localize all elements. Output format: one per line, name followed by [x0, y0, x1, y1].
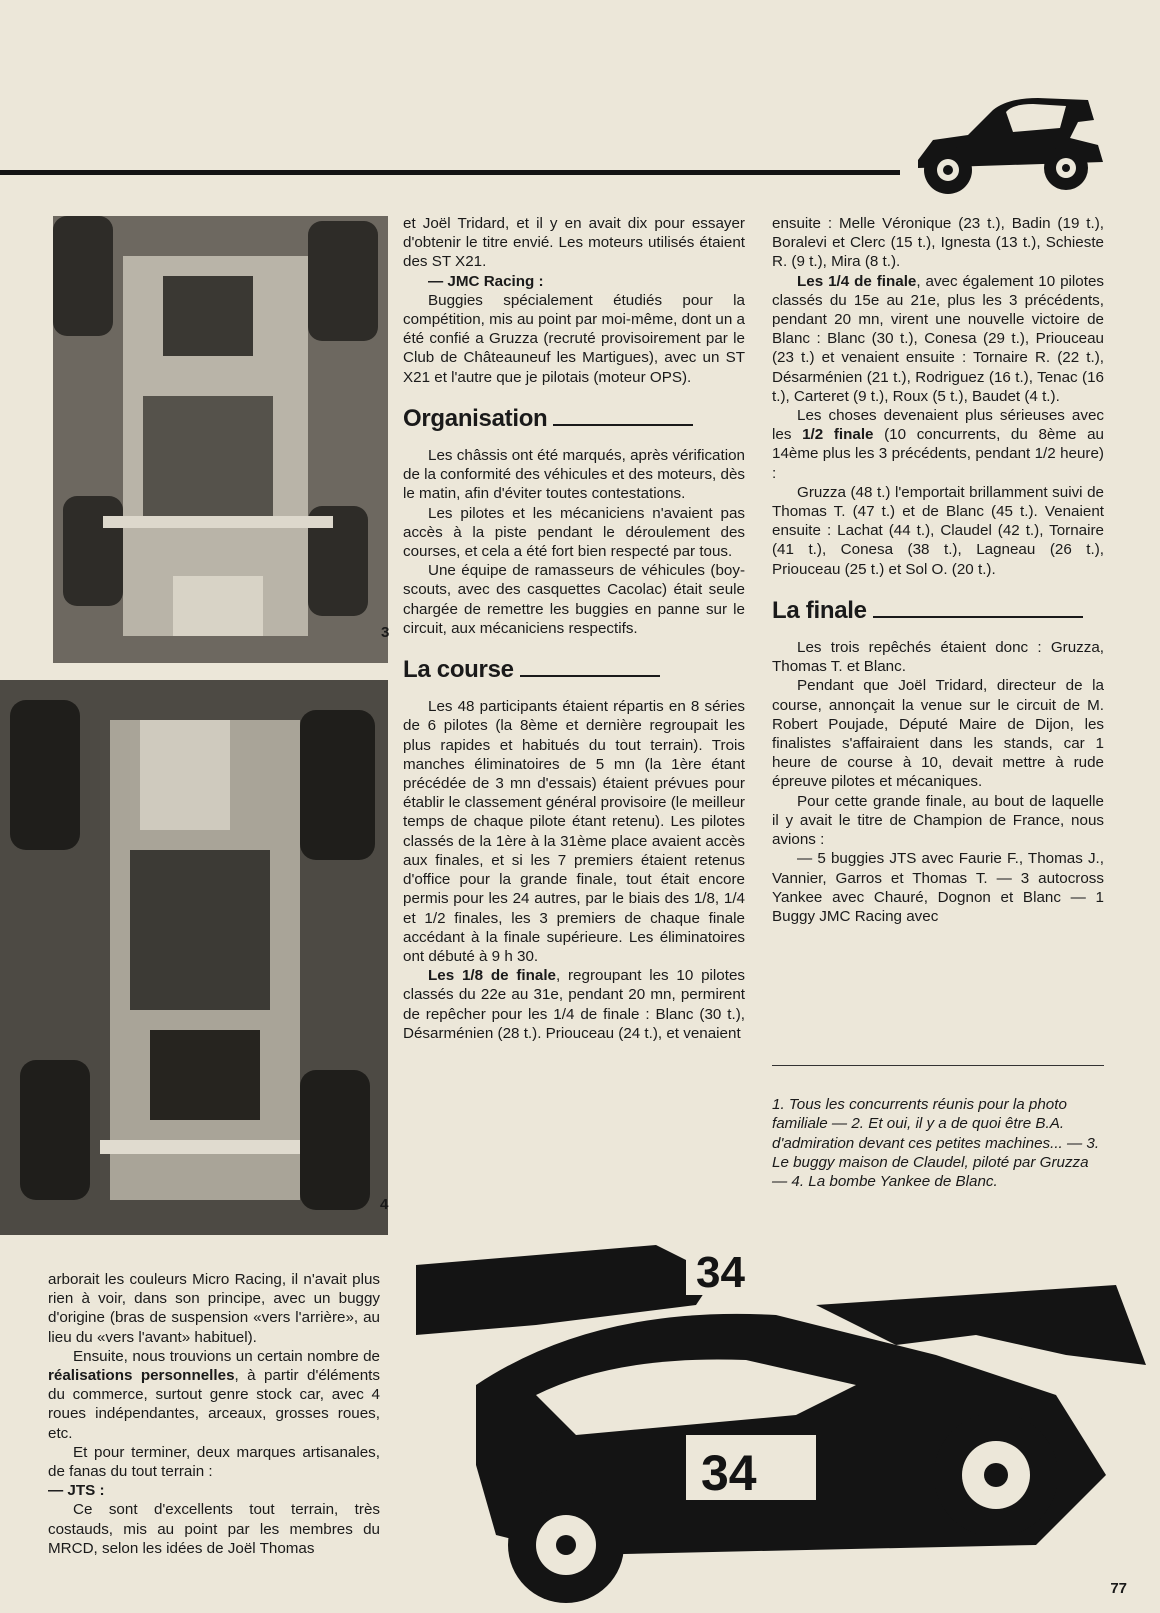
jmc-racing-label: — JMC Racing :	[428, 272, 544, 290]
paragraph: Pour cette grande finale, au bout de laquelle il y avait le titre de Champion de France, nous avions :	[772, 792, 1104, 849]
photo-buggy-claudel	[53, 216, 388, 663]
caption-divider	[772, 1065, 1104, 1066]
article-column-1	[403, 214, 745, 1043]
car-number-roof: 34	[696, 1248, 745, 1297]
photo-caption: 1. Tous les concurrents réunis pour la photo familiale — 2. Et oui, il y a de quoi être B.A. d'admiration devant ces petites machines... — 3. Le buggy maison de Claudel, piloté par Gruzza — 4. La bombe Yankee de Blanc.	[772, 1096, 1100, 1191]
article-column-2	[772, 214, 1104, 926]
dune-buggy-icon	[898, 90, 1110, 195]
paragraph: et Joël Tridard, et il y en avait dix pour essayer d'obtenir le titre envié. Les moteurs utilisés étaient des ST X21.	[403, 215, 745, 271]
paragraph: Buggies spécialement étudiés pour la compétition, mis au point par moi-même, dont un a été confié a Gruzza (recruté provisoirement par le Club de Châteauneuf les Martigues), avec un ST X21 et l'autre que je pilotais (moteur OPS).	[403, 291, 745, 386]
paragraph: Les 1/4 de finale, avec également 10 pilotes classés du 15e au 21e, plus les 3 précédents, pendant 20 mn, virent une nouvelle victoire de Blanc : Blanc (30 t.), Conesa (29 t.), Priouceau (23 t.) et venaient ensuite : Tornaire R. (22 t.), Désarménien (21 t.), Rodriguez (16 t.), Tenac (16 t.), Carteret (9 t.), Roux (5 t.), Baudet (4 t.).	[772, 272, 1104, 405]
paragraph: Gruzza (48 t.) l'emportait brillamment suivi de Thomas T. (47 t.) et de Blanc (45 t.). Venaient ensuite : Lachat (44 t.), Claudel (42 t.), Tornaire (41 t.), Conesa (38 t.), Lagneau (26 t.), Priouceau (25 t.) et Sol O. (20 t.).	[772, 483, 1104, 578]
heading-la-course: La course	[403, 660, 745, 679]
paragraph	[403, 272, 745, 291]
paragraph: Les 1/8 de finale, regroupant les 10 pilotes classés du 22e au 31e, pendant 20 mn, permirent de repêcher pour les 1/4 de finale : Blanc (30 t.), Désarménien (28 t.). Priouceau (24 t.), et venaient	[403, 967, 745, 1042]
paragraph: Les châssis ont été marqués, après vérification de la conformité des véhicules et des moteurs, dès le matin, afin d'éviter toutes contestations.	[403, 447, 745, 503]
paragraph: arborait les couleurs Micro Racing, il n'avait plus rien à voir, dans son principe, avec un buggy d'origine (bras de suspension «vers l'arrière», au lieu du «vers l'avant» habituel).	[48, 1271, 380, 1346]
page-number: 77	[1110, 1580, 1127, 1597]
paragraph: Les trois repêchés étaient donc : Gruzza, Thomas T. et Blanc.	[772, 639, 1104, 676]
figure-4-label: 4	[380, 1196, 389, 1213]
paragraph: Et pour terminer, deux marques artisanales, de fanas du tout terrain :	[48, 1443, 380, 1481]
jts-label: — JTS :	[48, 1482, 105, 1500]
paragraph	[48, 1481, 380, 1500]
photo-yankee-blanc	[0, 680, 388, 1235]
article-column-3	[48, 1270, 380, 1558]
paragraph: Pendant que Joël Tridard, directeur de la course, annonçait la venue sur le circuit de M. Robert Poujade, Député Maire de Dijon, les finalistes s'affairaient dans les stands, car 1 heure de course à 10, devait mettre à rude épreuve pilotes et mécaniques.	[772, 677, 1104, 791]
paragraph: — 5 buggies JTS avec Faurie F., Thomas J., Vannier, Garros et Thomas T. — 3 autocross Yankee avec Chauré, Dognon et Blanc — 1 Buggy JMC Racing avec	[772, 850, 1104, 925]
figure-3-label: 3	[381, 624, 390, 641]
paragraph: Une équipe de ramasseurs de véhicules (boy-scouts, avec des casquettes Cacolac) était seule chargée de remettre les buggies en panne sur le circuit, aux mécaniciens respectifs.	[403, 562, 745, 637]
paragraph: Les 48 participants étaient répartis en 8 séries de 6 pilotes (la 8ème et dernière regroupait les plus rapides et habitués du tout terrain). Trois manches éliminatoires de 5 mn (la 1ère étant précédée de 3 mn d'essais) étaient prévues pour établir le classement général provisoire (le meilleur temps de chaque pilote étant retenu). Les pilotes classés de la 1ère à la 31ème place avaient accès aux finales, et si les 7 premiers étaient retenus d'office pour la grande finale, tout était encore permis pour les 24 autres, par le biais des 1/8, 1/4 et 1/2 finales, les 3 premiers de chaque finale accédant à la finale supérieure. Les éliminatoires ont débuté à 9 h 30.	[403, 698, 745, 965]
heading-organisation: Organisation	[403, 409, 745, 428]
photo-buggy-34	[416, 1245, 1146, 1605]
paragraph: ensuite : Melle Véronique (23 t.), Badin (19 t.), Boralevi et Clerc (15 t.), Ignesta (13 t.), Schieste R. (9 t.), Mira (8 t.).	[772, 215, 1104, 271]
paragraph: Les pilotes et les mécaniciens n'avaient pas accès à la piste pendant le déroulement des courses, et cela a été fort bien respecté par tous.	[403, 504, 745, 561]
heading-la-finale: La finale	[772, 601, 1104, 620]
car-number-door: 34	[701, 1445, 757, 1501]
paragraph: Ensuite, nous trouvions un certain nombre de réalisations personnelles, à partir d'éléments du commerce, surtout genre stock car, avec 4 roues indépendantes, arceaux, grosses roues, etc.	[48, 1347, 380, 1442]
paragraph: Ce sont d'excellents tout terrain, très costauds, mis au point par les membres du MRCD, selon les idées de Joël Thomas	[48, 1501, 380, 1557]
header-rule	[0, 170, 900, 175]
paragraph: Les choses devenaient plus sérieuses avec les 1/2 finale (10 concurrents, du 8ème au 14ème plus les 3 précédents, pendant 1/2 heure) :	[772, 407, 1104, 482]
